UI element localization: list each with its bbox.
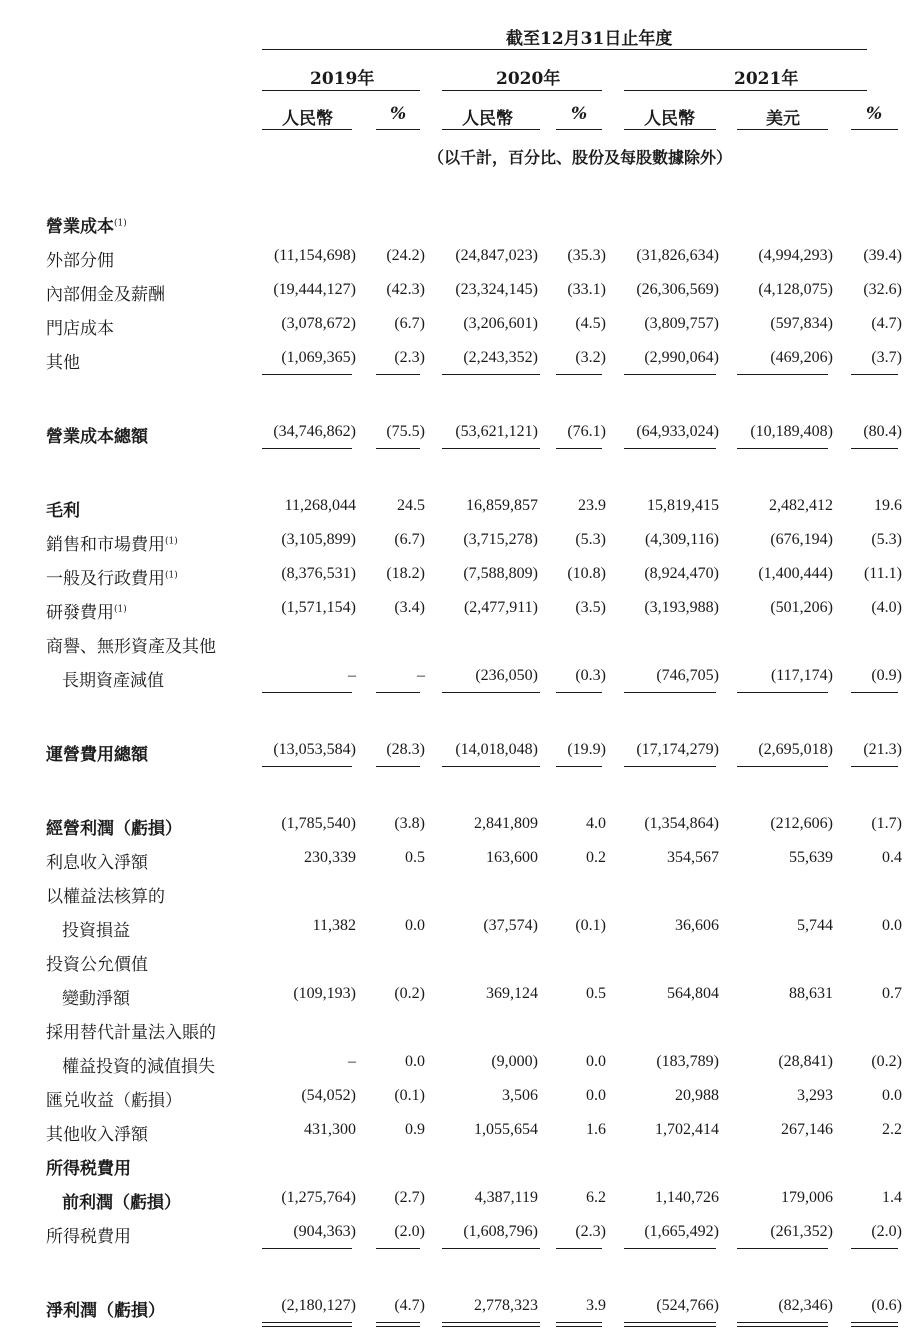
row-value: (76.1) <box>567 423 606 440</box>
row-value: 0.7 <box>882 985 902 1002</box>
row-value: (8,376,531) <box>281 565 356 582</box>
col-rule <box>376 129 420 130</box>
row-value: (1,275,764) <box>281 1189 356 1206</box>
units-note: （以千計，百分比、股份及每股數據除外） <box>428 148 733 167</box>
row-value: (3,193,988) <box>644 599 719 616</box>
row-value: 369,124 <box>486 985 538 1002</box>
row-value: 20,988 <box>675 1087 719 1104</box>
row-label-text: 採用替代計量法入賬的 <box>46 1023 216 1043</box>
row-value: (42.3) <box>386 281 425 298</box>
row-label-text: 投資損益 <box>62 921 130 941</box>
subtotal-rule <box>262 766 352 767</box>
row-value: (28,841) <box>778 1053 833 1070</box>
row-value: 3,506 <box>502 1087 538 1104</box>
total-double-rule <box>376 1322 420 1327</box>
row-value: (212,606) <box>770 815 833 832</box>
row-label <box>46 1018 216 1043</box>
row-label <box>46 246 114 271</box>
row-value: (1,571,154) <box>281 599 356 616</box>
footnote-marker: (1) <box>165 570 178 581</box>
row-value: 0.5 <box>586 985 606 1002</box>
row-value: (3,105,899) <box>281 531 356 548</box>
row-value: (8,924,470) <box>644 565 719 582</box>
row-value: (33.1) <box>567 281 606 298</box>
row-label <box>46 314 114 339</box>
subtotal-rule <box>851 374 898 375</box>
footnote-marker: (1) <box>114 218 127 229</box>
footnote-marker: (1) <box>165 536 178 547</box>
row-value: (2.0) <box>394 1223 425 1240</box>
row-value: 1.6 <box>586 1121 606 1138</box>
row-label <box>46 530 178 555</box>
row-value: (4.5) <box>575 315 606 332</box>
row-value: (3,809,757) <box>644 315 719 332</box>
row-value: (183,789) <box>656 1053 719 1070</box>
row-value: (13,053,584) <box>273 741 356 758</box>
row-value: 267,146 <box>781 1121 833 1138</box>
total-double-rule <box>737 1322 828 1327</box>
row-value: 55,639 <box>789 849 833 866</box>
subtotal-rule <box>442 448 540 449</box>
row-label <box>46 740 148 765</box>
row-label-text: 淨利潤（虧損） <box>46 1301 165 1321</box>
row-value: (236,050) <box>475 667 538 684</box>
col-rule <box>737 129 828 130</box>
row-value: (3,715,278) <box>463 531 538 548</box>
footnote-marker: (1) <box>114 604 127 615</box>
year-2019-rule <box>262 90 420 91</box>
row-value: (0.1) <box>394 1087 425 1104</box>
row-value: (0.6) <box>871 1297 902 1314</box>
period-title: 截至12月31日止年度 <box>506 29 673 49</box>
row-value: (4.7) <box>871 315 902 332</box>
row-value: (24.2) <box>386 247 425 264</box>
row-value: 0.5 <box>405 849 425 866</box>
row-value: (3.5) <box>575 599 606 616</box>
row-value: 36,606 <box>675 917 719 934</box>
row-value: (18.2) <box>386 565 425 582</box>
subtotal-rule <box>851 448 898 449</box>
row-label <box>46 950 148 975</box>
row-value: 163,600 <box>486 849 538 866</box>
subtotal-rule <box>624 1248 716 1249</box>
subtotal-rule <box>737 692 828 693</box>
col-header-usd-2021: 美元 <box>766 109 800 129</box>
row-label <box>46 1086 182 1111</box>
row-value: 564,804 <box>667 985 719 1002</box>
row-label-text: 權益投資的減值損失 <box>62 1057 215 1077</box>
row-value: (0.2) <box>394 985 425 1002</box>
row-value: (31,826,634) <box>636 247 719 264</box>
row-label-text: 所得税費用 <box>46 1159 131 1179</box>
row-value: (4,309,116) <box>644 531 719 548</box>
row-value: (109,193) <box>293 985 356 1002</box>
total-double-rule <box>556 1322 602 1327</box>
row-value: (0.1) <box>575 917 606 934</box>
row-value: (676,194) <box>770 531 833 548</box>
row-value: (24,847,023) <box>455 247 538 264</box>
row-value: (1,400,444) <box>758 565 833 582</box>
row-value: (21.3) <box>863 741 902 758</box>
row-value: 88,631 <box>789 985 833 1002</box>
row-value: 19.6 <box>874 497 902 514</box>
row-value: 3.9 <box>586 1297 606 1314</box>
subtotal-rule <box>737 766 828 767</box>
row-value: 3,293 <box>797 1087 833 1104</box>
row-value: (75.5) <box>386 423 425 440</box>
row-value: 5,744 <box>797 917 833 934</box>
row-label-text: 利息收入淨額 <box>46 853 148 873</box>
subtotal-rule <box>556 448 602 449</box>
row-value: (53,621,121) <box>455 423 538 440</box>
row-value: 2,778,323 <box>474 1297 538 1314</box>
row-value: – <box>417 667 425 684</box>
row-value: (5.3) <box>575 531 606 548</box>
row-value: (9,000) <box>491 1053 538 1070</box>
subtotal-rule <box>376 692 420 693</box>
row-label-text: 經營利潤（虧損） <box>46 819 182 839</box>
row-label-text: 其他收入淨額 <box>46 1125 148 1145</box>
row-value: (64,933,024) <box>636 423 719 440</box>
row-value: (2,180,127) <box>281 1297 356 1314</box>
row-label-text: 營業成本總額 <box>46 427 148 447</box>
subtotal-rule <box>624 374 716 375</box>
row-value: (19,444,127) <box>273 281 356 298</box>
subtotal-rule <box>262 1248 352 1249</box>
row-label-text: 其他 <box>46 353 80 373</box>
row-label <box>62 984 130 1009</box>
row-value: (261,352) <box>770 1223 833 1240</box>
row-value: (11.1) <box>863 565 902 582</box>
row-label-text: 內部佣金及薪酬 <box>46 285 165 305</box>
period-rule <box>262 49 867 50</box>
row-value: 179,006 <box>781 1189 833 1206</box>
row-label-text: 所得税費用 <box>46 1227 131 1247</box>
subtotal-rule <box>376 374 420 375</box>
row-value: (904,363) <box>293 1223 356 1240</box>
row-value: (23,324,145) <box>455 281 538 298</box>
row-value: (2,243,352) <box>463 349 538 366</box>
row-value: 24.5 <box>397 497 425 514</box>
row-value: (3.8) <box>394 815 425 832</box>
row-value: 0.9 <box>405 1121 425 1138</box>
row-value: (4.0) <box>871 599 902 616</box>
row-value: 11,382 <box>312 917 356 934</box>
row-value: 0.4 <box>882 849 902 866</box>
row-value: (469,206) <box>770 349 833 366</box>
row-label <box>46 1222 131 1247</box>
row-value: (3.4) <box>394 599 425 616</box>
row-value: 0.0 <box>586 1053 606 1070</box>
row-value: 2.2 <box>882 1121 902 1138</box>
row-label-text: 商譽、無形資產及其他 <box>46 637 216 657</box>
row-value: (3,206,601) <box>463 315 538 332</box>
subtotal-rule <box>556 374 602 375</box>
subtotal-rule <box>851 1248 898 1249</box>
row-label <box>46 422 148 447</box>
row-label <box>46 1296 165 1321</box>
row-value: (1,354,864) <box>644 815 719 832</box>
subtotal-rule <box>376 766 420 767</box>
row-value: (4.7) <box>394 1297 425 1314</box>
subtotal-rule <box>376 1248 420 1249</box>
total-double-rule <box>851 1322 898 1327</box>
row-value: (0.2) <box>871 1053 902 1070</box>
row-value: (4,128,075) <box>758 281 833 298</box>
row-value: (2.3) <box>394 349 425 366</box>
row-value: (501,206) <box>770 599 833 616</box>
row-label-text: 毛利 <box>46 501 80 521</box>
row-value: (3,078,672) <box>281 315 356 332</box>
row-value: 0.2 <box>586 849 606 866</box>
row-label <box>46 632 216 657</box>
subtotal-rule <box>262 374 352 375</box>
row-value: (524,766) <box>656 1297 719 1314</box>
row-label <box>46 564 178 589</box>
row-value: (39.4) <box>863 247 902 264</box>
row-value: 4,387,119 <box>474 1189 538 1206</box>
row-value: (3.7) <box>871 349 902 366</box>
row-value: (2.0) <box>871 1223 902 1240</box>
row-label <box>62 1188 181 1213</box>
row-label-text: 長期資產減值 <box>62 671 164 691</box>
row-value: (2.3) <box>575 1223 606 1240</box>
subtotal-rule <box>851 692 898 693</box>
row-value: (4,994,293) <box>758 247 833 264</box>
row-value: (1,785,540) <box>281 815 356 832</box>
row-label-text: 門店成本 <box>46 319 114 339</box>
subtotal-rule <box>442 1248 540 1249</box>
col-rule <box>851 129 898 130</box>
subtotal-rule <box>624 448 716 449</box>
col-rule <box>624 129 716 130</box>
row-value: 1.4 <box>882 1189 902 1206</box>
row-value: – <box>348 1053 356 1070</box>
row-label <box>62 1052 215 1077</box>
row-value: (746,705) <box>656 667 719 684</box>
row-value: (14,018,048) <box>455 741 538 758</box>
subtotal-rule <box>442 692 540 693</box>
row-value: (2.7) <box>394 1189 425 1206</box>
row-value: 230,339 <box>304 849 356 866</box>
total-double-rule <box>442 1322 540 1327</box>
row-label <box>46 814 182 839</box>
row-value: 1,140,726 <box>655 1189 719 1206</box>
subtotal-rule <box>376 448 420 449</box>
row-value: (117,174) <box>770 667 833 684</box>
row-label-text: 以權益法核算的 <box>46 887 165 907</box>
row-value: 2,482,412 <box>769 497 833 514</box>
row-value: (17,174,279) <box>636 741 719 758</box>
subtotal-rule <box>556 1248 602 1249</box>
row-label-text: 銷售和市場費用 <box>46 535 165 555</box>
row-value: (32.6) <box>863 281 902 298</box>
year-2019: 2019年 <box>310 69 375 89</box>
row-value: 1,702,414 <box>655 1121 719 1138</box>
row-value: 6.2 <box>586 1189 606 1206</box>
total-double-rule <box>262 1322 352 1327</box>
row-value: (26,306,569) <box>636 281 719 298</box>
row-value: (80.4) <box>863 423 902 440</box>
row-value: 431,300 <box>304 1121 356 1138</box>
subtotal-rule <box>851 766 898 767</box>
row-value: (5.3) <box>871 531 902 548</box>
row-label <box>46 1154 131 1179</box>
row-label <box>46 848 148 873</box>
col-rule <box>442 129 540 130</box>
row-value: (10.8) <box>567 565 606 582</box>
col-header-pct-2019: % <box>390 104 407 124</box>
row-value: (34,746,862) <box>273 423 356 440</box>
row-label-text: 一般及行政費用 <box>46 569 165 589</box>
col-rule <box>262 129 352 130</box>
row-label <box>46 1120 148 1145</box>
col-header-rmb-2019: 人民幣 <box>282 109 333 129</box>
subtotal-rule <box>262 448 352 449</box>
subtotal-rule <box>737 448 828 449</box>
col-header-pct-2020: % <box>571 104 588 124</box>
subtotal-rule <box>556 692 602 693</box>
row-value: 16,859,857 <box>466 497 538 514</box>
subtotal-rule <box>737 374 828 375</box>
row-value: 0.0 <box>586 1087 606 1104</box>
row-value: (1,608,796) <box>463 1223 538 1240</box>
subtotal-rule <box>737 1248 828 1249</box>
row-value: (10,189,408) <box>750 423 833 440</box>
row-value: (35.3) <box>567 247 606 264</box>
row-value: (28.3) <box>386 741 425 758</box>
row-value: 11,268,044 <box>284 497 356 514</box>
subtotal-rule <box>442 374 540 375</box>
row-value: (6.7) <box>394 315 425 332</box>
row-label-text: 前利潤（虧損） <box>62 1193 181 1213</box>
row-value: (2,477,911) <box>463 599 538 616</box>
row-value: (1.7) <box>871 815 902 832</box>
row-value: (6.7) <box>394 531 425 548</box>
subtotal-rule <box>624 692 716 693</box>
row-value: (2,990,064) <box>644 349 719 366</box>
row-label <box>46 598 127 623</box>
row-value: 15,819,415 <box>647 497 719 514</box>
col-header-pct-2021: % <box>866 104 883 124</box>
subtotal-rule <box>442 766 540 767</box>
row-label <box>46 496 80 521</box>
row-label-text: 運營費用總額 <box>46 745 148 765</box>
col-header-rmb-2020: 人民幣 <box>462 109 513 129</box>
row-label-text: 研發費用 <box>46 603 114 623</box>
year-2021: 2021年 <box>734 69 799 89</box>
row-value: 354,567 <box>667 849 719 866</box>
year-2021-rule <box>624 90 867 91</box>
col-rule <box>556 129 602 130</box>
row-label <box>62 916 130 941</box>
row-value: (37,574) <box>483 917 538 934</box>
subtotal-rule <box>556 766 602 767</box>
row-value: – <box>348 667 356 684</box>
row-label <box>62 666 164 691</box>
row-value: 1,055,654 <box>474 1121 538 1138</box>
row-value: 0.0 <box>405 1053 425 1070</box>
row-value: (82,346) <box>778 1297 833 1314</box>
row-value: (597,834) <box>770 315 833 332</box>
row-label <box>46 348 80 373</box>
row-value: 0.0 <box>882 1087 902 1104</box>
row-value: (2,695,018) <box>758 741 833 758</box>
row-label-text: 營業成本 <box>46 217 114 237</box>
total-double-rule <box>624 1322 716 1327</box>
row-label <box>46 280 165 305</box>
row-value: 0.0 <box>882 917 902 934</box>
row-value: (3.2) <box>575 349 606 366</box>
row-value: 23.9 <box>578 497 606 514</box>
col-header-rmb-2021: 人民幣 <box>644 109 695 129</box>
row-value: (11,154,698) <box>273 247 356 264</box>
row-label-text: 投資公允價值 <box>46 955 148 975</box>
row-label-text: 匯兑收益（虧損） <box>46 1091 182 1111</box>
row-label <box>46 212 127 237</box>
row-value: 4.0 <box>586 815 606 832</box>
year-2020-rule <box>442 90 602 91</box>
row-value: (19.9) <box>567 741 606 758</box>
row-value: (0.3) <box>575 667 606 684</box>
row-value: (1,069,365) <box>281 349 356 366</box>
subtotal-rule <box>624 766 716 767</box>
row-value: (0.9) <box>871 667 902 684</box>
row-label <box>46 882 165 907</box>
year-2020: 2020年 <box>496 69 561 89</box>
row-value: 0.0 <box>405 917 425 934</box>
row-value: (7,588,809) <box>463 565 538 582</box>
row-value: (1,665,492) <box>644 1223 719 1240</box>
subtotal-rule <box>262 692 352 693</box>
row-value: 2,841,809 <box>474 815 538 832</box>
row-label-text: 外部分佣 <box>46 251 114 271</box>
row-value: (54,052) <box>301 1087 356 1104</box>
row-label-text: 變動淨額 <box>62 989 130 1009</box>
